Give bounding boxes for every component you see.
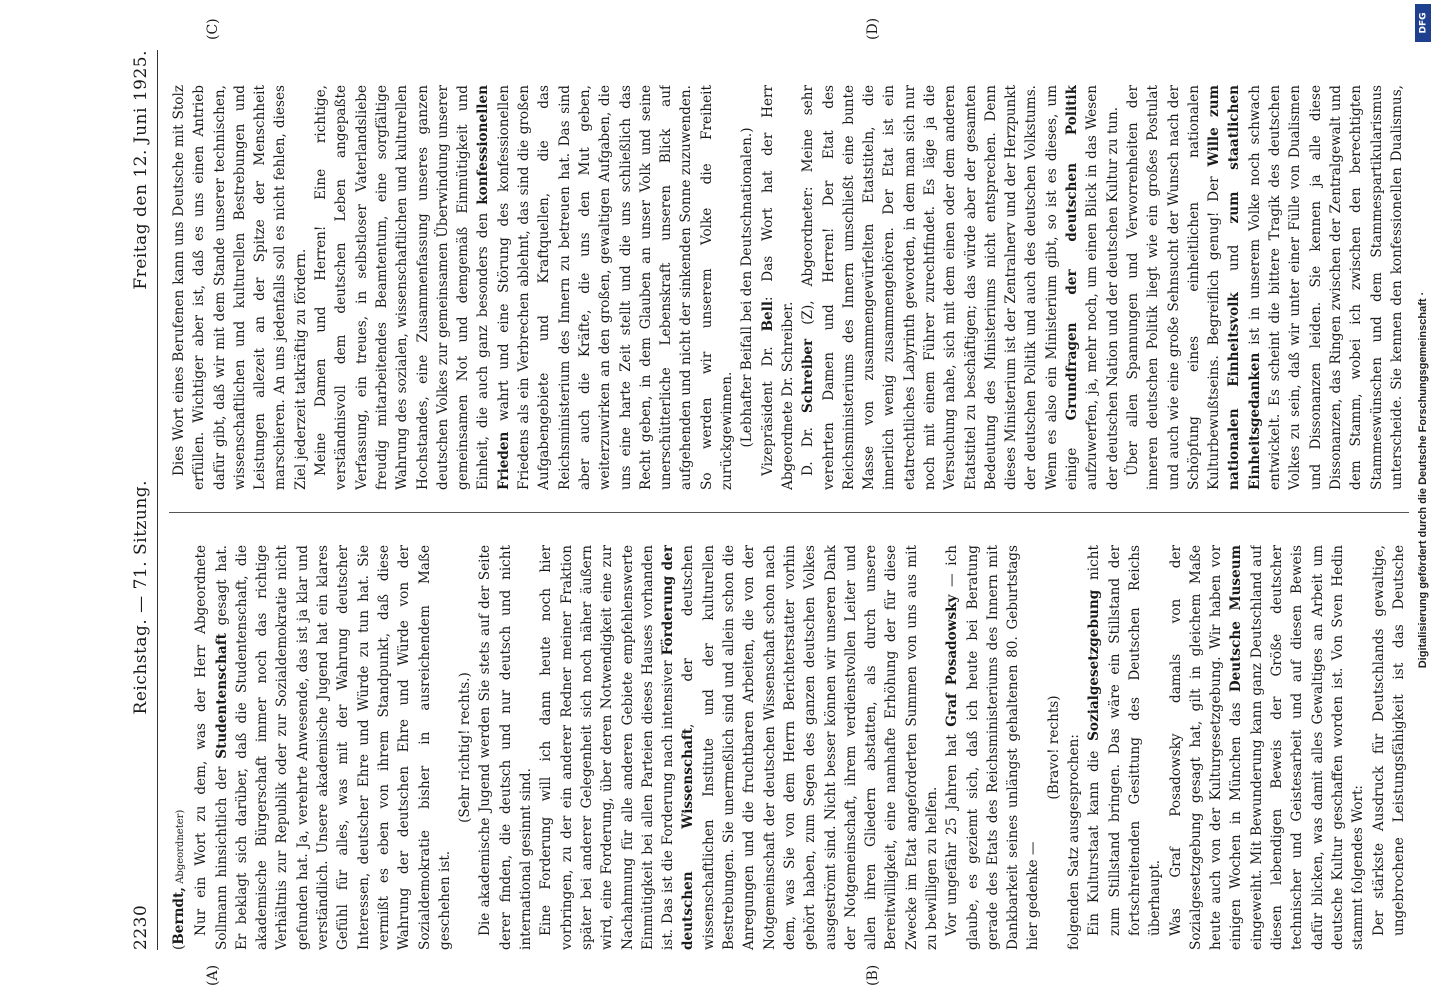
emphasized-text: Schreiber xyxy=(800,338,817,414)
margin-marker-d: (D) xyxy=(865,17,881,40)
text-run: Vizepräsident Dr. xyxy=(759,331,776,476)
text-run: ( xyxy=(171,944,187,950)
text-run: folgenden Satz ausgesprochen: xyxy=(1066,734,1083,950)
text-run: (Lebhafter Beifall bei den Deutschnationalen.) xyxy=(739,127,756,448)
text-run: Vor ungefähr 25 Jahren hat xyxy=(944,726,961,936)
paragraph xyxy=(1369,545,1409,950)
paragraph xyxy=(1044,545,1064,950)
emphasized-text: Deutsche Museum xyxy=(1228,545,1245,693)
paragraph xyxy=(169,545,191,950)
right-text-column xyxy=(169,85,1409,490)
dfg-logo: DFG xyxy=(1415,4,1431,42)
emphasized-text: Berndt, xyxy=(171,886,187,945)
text-run: , der deutschen wissenschaftlichen Institute und der kulturellen Bestrebungen. Sie unermeßlich sind und allein schon die Anregungen und die fruchtbaren Arbeiten, die von der Notgemeinschaft der deutschen Wissenschaft schon nach dem, was Sie von dem Herrn Berichterstatter vorhin gehört haben, zum Segen des ganzen deutschen Volkes ausgeströmt sind. Nicht besser können wir unseren Dank der Notgemeinschaft, ihrem verdienstvollen Leiter und allen ihren Gliedern abstatten, als durch unsere Bereitwilligkeit, eine namhafte Erhöhung der für diese Zwecke im Etat angeforderten Summen von uns aus mit zu bewilligen zu helfen. xyxy=(680,545,940,950)
text-run: Die akademische Jugend werden Sie stets auf der Seite derer finden, die deutsch und nur deutsch und nicht international gesinnt sind. xyxy=(477,545,535,950)
emphasized-text: Studentenschaft xyxy=(213,633,230,759)
emphasized-text: zum staatlichen Einheitsgedanken xyxy=(1226,85,1263,490)
text-run: Dies Wort eines Berufenen kann uns Deutsche mit Stolz erfüllen. Wichtiger aber ist, daß es uns einen Antrieb dafür gibt, daß wir mit dem Stande unserer technischen, wissenschaftlichen und kulturellen Bestrebungen und Leistungen allezeit an der Spitze der Menschheit marschieren. An uns jedenfalls soll es nicht fehlen, dieses Ziel jederzeit tatkräftig zu fördern. xyxy=(171,85,309,490)
paragraph xyxy=(1166,545,1369,950)
digitization-sidebar xyxy=(1412,0,1434,1000)
emphasized-text: Wille zum nationalen Einheitsvolk xyxy=(1206,85,1243,490)
text-run: nicht zum Stillstand bringen. Das wäre ein Stillstand der fortschreitenden Gesittung des Deutschen Reichs überhaupt. xyxy=(1086,545,1164,936)
paragraph xyxy=(191,545,455,950)
left-text-column xyxy=(169,545,1409,950)
text-run: Über allen Spannungen und Verworrenheiten der inneren deutschen Politik liegt wie ein großes Postulat und auch wie eine große Sehnsucht der Wunsch nach der Schöpfung eines einheitlichen nationalen Kulturbewußtseins. Begreiflich genug! Der xyxy=(1124,85,1223,490)
session-title: Reichstag. — 71. Sitzung. xyxy=(131,479,151,715)
rotated-document-page xyxy=(125,17,1425,986)
text-run: ist in unserem Volke noch schwach entwickelt. Es scheint die bittere Tragik des deutschen Volkes zu sein, daß wir unter einer Fülle von Dualismen und Dissonanzen leiden. Sie kennen ja alle diese Dissonanzen, das Ringen zwischen der Zentralgewalt und dem Stamm, wobei ich zwischen den berechtigten Stammeswünschen und dem Stammespartikularismus unterscheide. Sie kennen den konfessionellen Dualismus, xyxy=(1246,85,1405,490)
paragraph xyxy=(536,545,942,950)
paragraph xyxy=(455,545,475,950)
paragraph xyxy=(311,85,737,490)
paragraph xyxy=(475,545,536,950)
session-date: Freitag den 12. Juni 1925. xyxy=(131,50,151,290)
text-run: aufzuwerfen, ja, mehr noch, um einen Blick in das Wesen der deutschen Nation und der deutschen Kultur zu tun. xyxy=(1084,85,1121,490)
text-run: Meine Damen und Herren! Eine richtige, verständnisvoll dem deutschen Leben angepaßte Verfassung, ein treues, in selbstloser Vaterlandsliebe freudig mitarbeitendes Beamtentum, eine sorgfältige Wahrung des sozialen, wissenschaftlichen und kulturellen Hochstandes, eine Zusammenfassung unseres ganzen deutschen Volkes zur gemeinsamen Überwindung unserer gemeinsamen Not und demgemäß Einmütigkeit und Einheit, die auch ganz besonders den xyxy=(313,85,492,490)
page-number: 2230 xyxy=(131,904,151,950)
paragraph xyxy=(1064,545,1084,950)
paragraph xyxy=(737,85,757,490)
column-divider xyxy=(169,512,1409,513)
text-run: Was Graf Posadowsky damals von der Sozialgesetzgebung gesagt hat, gilt in gleichem Maße heute auch von der Kulturgesetzgebung. Wir haben vor einigen Wochen in München das xyxy=(1167,545,1245,950)
emphasized-text: Förderung der deutschen Wissenschaft xyxy=(660,545,697,950)
text-run: eingeweiht. Mit Bewunderung kann ganz Deutschland auf diesen lebendigen Beweis der Größe deutscher technischer und Geistesarbeit und auf diesen Beweis dafür blicken, was damit alles Gewaltiges an Arbeit um deutsche Kultur geschaffen worden ist. Von Sven Hedin stammt folgendes Wort: xyxy=(1248,545,1367,950)
text-run: Der stärkste Ausdruck für Deutschlands gewaltige, ungebrochene Leistungsfähigkeit ist das Deutsche xyxy=(1370,545,1407,936)
text-run: wahrt und eine Störung des konfessionellen Friedens als ein Verbrechen ablehnt, das sind die großen Aufgabengebiete und Kraftquellen, die das Reichsministerium des Innern zu betreuen hat. Das sind aber auch die Kräfte, die uns den Mut geben, weiterzuwirken an den großen, gewaltigen Aufgaben, die uns eine harte Zeit stellt und die uns schließlich das Recht geben, in dem Glauben an unser Volk und seine unerschütterliche Lebenskraft unseren Blick auf aufgehenden und nicht der sinkenden Sonne zuzuwenden. So werden wir unserem Volke die Freiheit zurückgewinnen. xyxy=(495,85,736,490)
text-run: Abgeordneter) xyxy=(175,809,186,887)
digitization-credit: Digitalisierung gefördert durch die Deutsche Forschungsgemeinschaft · xyxy=(1417,291,1429,669)
emphasized-text: konfessionellen Frieden xyxy=(475,85,512,490)
emphasized-text: Grundfragen der deutschen Politik xyxy=(1064,85,1081,421)
page-header xyxy=(125,50,158,950)
text-run: Nur ein Wort zu dem, was der Herr Abgeordnete Sollmann hinsichtlich der xyxy=(193,545,230,950)
text-run: gesagt hat. Er beklagt sich darüber, daß die Studentenschaft, die akademische Bürgerschaft immer noch das richtige Verhältnis zur Republik oder zur Sozialdemokratie nicht gefunden hat. Ja, verehrte Anwesende, das ist ja klar und verständlich. Unsere akademische Jugend hat ein klares Gefühl für alles, was mit der Wahrung deutscher Interessen, deutscher Ehre und Würde zu tun hat. Sie vermißt es eben von ihrem Standpunkt, daß diese Wahrung der deutschen Ehre und Würde von der Sozialdemokratie bisher in ausreichendem Maße geschehen ist. xyxy=(213,545,453,950)
paragraph xyxy=(798,85,1123,490)
margin-marker-b: (B) xyxy=(865,964,881,986)
emphasized-text: Sozialgesetzgebung xyxy=(1086,589,1103,741)
emphasized-text: Bell xyxy=(759,301,776,332)
paragraph xyxy=(169,85,311,490)
text-run: (Z), Abgeordneter: Meine sehr verehrten Damen und Herren! Der Etat des Reichsministeriums des Innern umschließt eine bunte Masse von zusammengewürfelten Etatstiteln, die innerlich wenig zusammengehören. Der Etat ist ein etatrechtliches Labyrinth geworden, in dem man sich nur noch mit einem Führer zurechtfindet. Es läge ja die Versuchung nahe, sich mit dem einen oder dem anderen Etatstitel zu beschäftigen; das würde aber der gesamten Bedeutung des Ministeriums nicht entsprechen. Denn dieses Ministerium ist der Zentralnerv und der Herzpunkt der deutschen Politik und auch des deutschen Volkstums. Wenn es also ein Ministerium gibt, so ist es dieses, um einige xyxy=(800,85,1081,490)
text-run: und xyxy=(1226,223,1243,293)
text-run: (Sehr richtig! rechts.) xyxy=(457,672,474,823)
text-run: Ein Kulturstaat kann die xyxy=(1086,740,1103,936)
emphasized-text: Graf Posadowsky xyxy=(944,594,961,727)
text-run: (Bravo! rechts) xyxy=(1045,695,1062,800)
text-run: — ich glaube, es geziemt sich, daß ich heute bei Beratung gerade des Etats des Reichsministeriums des Innern mit Dankbarkeit seines unlängst gehaltenen 80. Geburtstags hier gedenke — xyxy=(944,545,1042,950)
paragraph xyxy=(758,85,799,490)
paragraph xyxy=(1084,545,1165,950)
text-run: Eine Forderung will ich dann heute noch hier vorbringen, zu der ein anderer Redner meiner Fraktion später bei anderer Gelegenheit sich noch näher äußern wird, eine Forderung, über deren Notwendigkeit eine zur Nachahmung für alle anderen Gebiete empfehlenswerte Einmütigkeit bei allen Parteien dieses Hauses vorhanden ist. Das ist die Forderung nach intensiver xyxy=(538,545,677,950)
text-run: D. Dr. xyxy=(800,413,817,476)
paragraph xyxy=(1123,85,1409,490)
margin-marker-c: (C) xyxy=(205,18,221,40)
margin-marker-a: (A) xyxy=(205,964,221,986)
paragraph xyxy=(942,545,1043,950)
text-run: : Das Wort hat der Herr Abgeordnete Dr. Schreiber. xyxy=(759,85,796,490)
